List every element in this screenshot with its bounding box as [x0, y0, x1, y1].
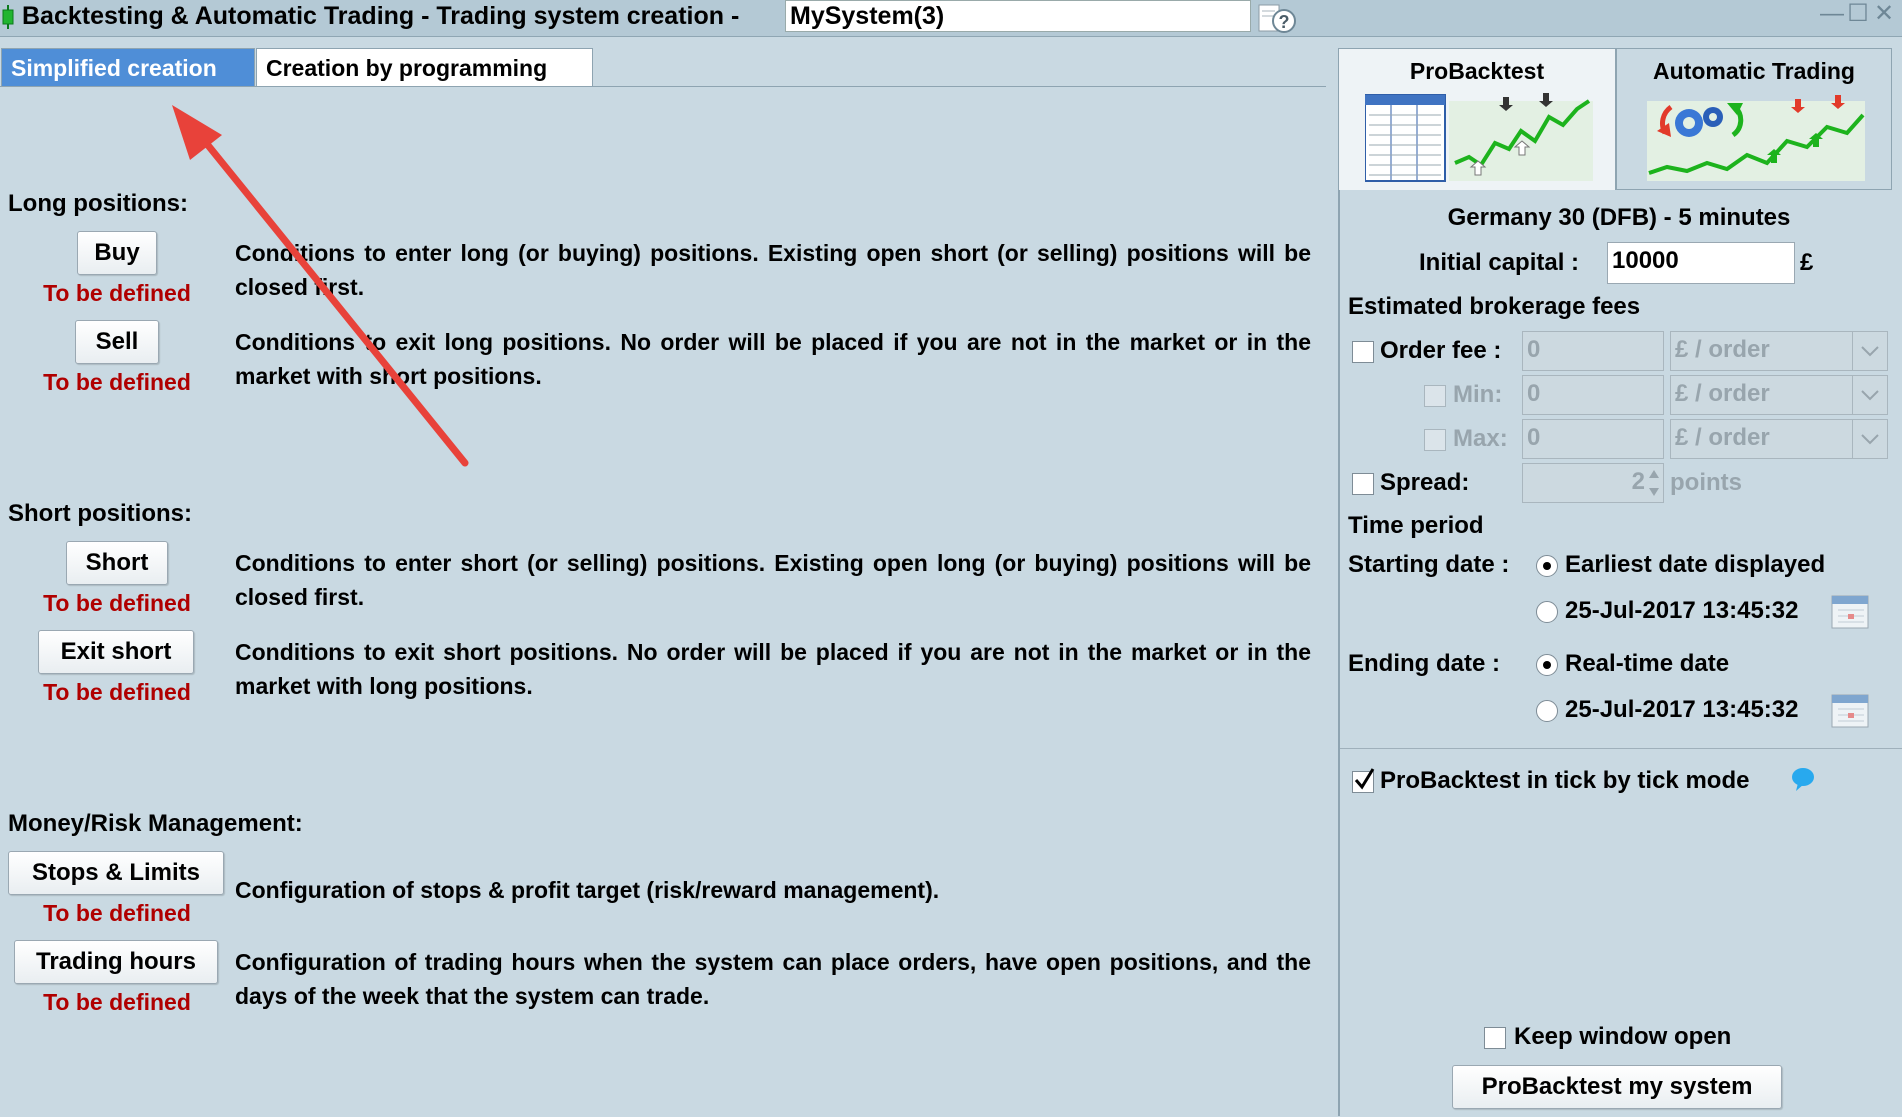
start-earliest-label: Earliest date displayed: [1565, 551, 1826, 578]
chevron-down-icon: [1852, 420, 1887, 458]
min-fee-unit-value: £ / order: [1675, 380, 1770, 407]
exit-short-status: To be defined: [43, 679, 191, 705]
order-fee-unit-select[interactable]: [1670, 331, 1888, 371]
calendar-icon[interactable]: [1830, 592, 1870, 630]
max-fee-unit-select[interactable]: [1670, 419, 1888, 459]
section-divider: [1340, 748, 1902, 749]
probacktest-my-system-button[interactable]: ProBacktest my system: [1452, 1065, 1782, 1109]
automatic-trading-chart-icon: [1647, 93, 1865, 183]
short-description: Conditions to enter short (or selling) positions. Existing open long (or buying) positions will be closed first.: [235, 550, 1311, 610]
exit-short-button[interactable]: Exit short: [38, 630, 194, 674]
system-name-field[interactable]: MySystem(3): [785, 0, 1251, 32]
minimize-button[interactable]: —: [1820, 0, 1844, 27]
calendar-icon[interactable]: [1830, 691, 1870, 729]
end-custom-radio[interactable]: [1536, 700, 1558, 722]
end-realtime-label: Real-time date: [1565, 650, 1730, 677]
min-fee-label: Min:: [1453, 381, 1503, 408]
currency-label: £: [1800, 249, 1814, 276]
long-positions-title: Long positions:: [8, 190, 188, 217]
tab-simplified-creation[interactable]: Simplified creation: [1, 48, 255, 86]
end-realtime-radio[interactable]: [1536, 654, 1558, 676]
sell-description: Conditions to exit long positions. No order will be placed if you are not in the market or in the market with short positions.: [235, 329, 1311, 389]
tick-mode-checkbox[interactable]: [1352, 771, 1374, 793]
keep-window-open-checkbox[interactable]: [1484, 1027, 1506, 1049]
order-fee-label: Order fee :: [1380, 337, 1502, 364]
svg-text:?: ?: [1278, 12, 1290, 32]
order-fee-unit-value: £ / order: [1675, 336, 1770, 363]
brokerage-fees-title: Estimated brokerage fees: [1348, 293, 1641, 320]
trading-hours-status: To be defined: [43, 989, 191, 1015]
stops-limits-status: To be defined: [43, 900, 191, 926]
maximize-button[interactable]: ☐: [1847, 0, 1869, 27]
annotation-arrow-icon: [160, 105, 480, 475]
close-button[interactable]: ✕: [1873, 0, 1895, 27]
initial-capital-label: Initial capital :: [1419, 249, 1580, 276]
time-period-title: Time period: [1348, 512, 1484, 539]
sell-status: To be defined: [43, 369, 191, 395]
buy-description: Conditions to enter long (or buying) positions. Existing open short (or selling) positions will be closed first.: [235, 240, 1311, 300]
order-fee-input[interactable]: 0: [1522, 331, 1664, 371]
min-fee-unit-select[interactable]: [1670, 375, 1888, 415]
max-fee-input[interactable]: 0: [1522, 419, 1664, 459]
window-title: Backtesting & Automatic Trading - Trading system creation -: [22, 2, 740, 30]
short-status: To be defined: [43, 590, 191, 616]
sell-button[interactable]: Sell: [75, 320, 159, 364]
start-custom-date: 25-Jul-2017 13:45:32: [1565, 597, 1799, 624]
start-custom-radio[interactable]: [1536, 601, 1558, 623]
app-candlestick-icon: [2, 5, 14, 29]
spread-stepper[interactable]: 2: [1522, 463, 1664, 503]
end-custom-date: 25-Jul-2017 13:45:32: [1565, 696, 1799, 723]
trading-hours-button[interactable]: Trading hours: [14, 940, 218, 984]
max-fee-checkbox[interactable]: [1424, 429, 1446, 451]
keep-window-open-label: Keep window open: [1514, 1023, 1732, 1050]
spread-checkbox[interactable]: [1352, 473, 1374, 495]
stops-limits-description: Configuration of stops & profit target (risk/reward management).: [235, 877, 940, 903]
spread-unit: points: [1670, 469, 1742, 496]
chevron-down-icon: [1852, 376, 1887, 414]
max-fee-label: Max:: [1453, 425, 1508, 452]
short-button[interactable]: Short: [66, 541, 168, 585]
probacktest-chart-icon: [1365, 91, 1593, 185]
min-fee-input[interactable]: 0: [1522, 375, 1664, 415]
tab-creation-by-programming[interactable]: Creation by programming: [256, 48, 593, 86]
tab-probacktest-label: ProBacktest: [1409, 58, 1545, 84]
money-risk-title: Money/Risk Management:: [8, 810, 303, 837]
short-positions-title: Short positions:: [8, 500, 192, 527]
start-earliest-radio[interactable]: [1536, 555, 1558, 577]
help-icon[interactable]: [1258, 2, 1300, 34]
info-bubble-icon[interactable]: [1790, 766, 1816, 792]
trading-hours-description: Configuration of trading hours when the system can place orders, have open positions, and the days of the week that the system can trade.: [235, 949, 1311, 1009]
buy-status: To be defined: [43, 280, 191, 306]
stops-limits-button[interactable]: Stops & Limits: [8, 851, 224, 895]
stepper-arrows-icon[interactable]: [1648, 466, 1660, 500]
ending-date-label: Ending date :: [1348, 650, 1500, 677]
instrument-label: Germany 30 (DFB) - 5 minutes: [1447, 204, 1791, 231]
tab-automatic-trading-label: Automatic Trading: [1653, 58, 1855, 84]
tab-automatic-trading[interactable]: [1616, 48, 1892, 190]
exit-short-description: Conditions to exit short positions. No order will be placed if you are not in the market or in the market with long positions.: [235, 639, 1311, 699]
tab-probacktest[interactable]: [1338, 48, 1616, 190]
chevron-down-icon: [1852, 332, 1887, 370]
checkmark-icon: [1353, 768, 1375, 790]
order-fee-checkbox[interactable]: [1352, 341, 1374, 363]
tick-mode-label: ProBacktest in tick by tick mode: [1380, 767, 1750, 794]
buy-button[interactable]: Buy: [77, 231, 157, 275]
max-fee-unit-value: £ / order: [1675, 424, 1770, 451]
min-fee-checkbox[interactable]: [1424, 385, 1446, 407]
spread-label: Spread:: [1380, 469, 1470, 496]
starting-date-label: Starting date :: [1348, 551, 1510, 578]
initial-capital-input[interactable]: 10000: [1607, 242, 1795, 284]
